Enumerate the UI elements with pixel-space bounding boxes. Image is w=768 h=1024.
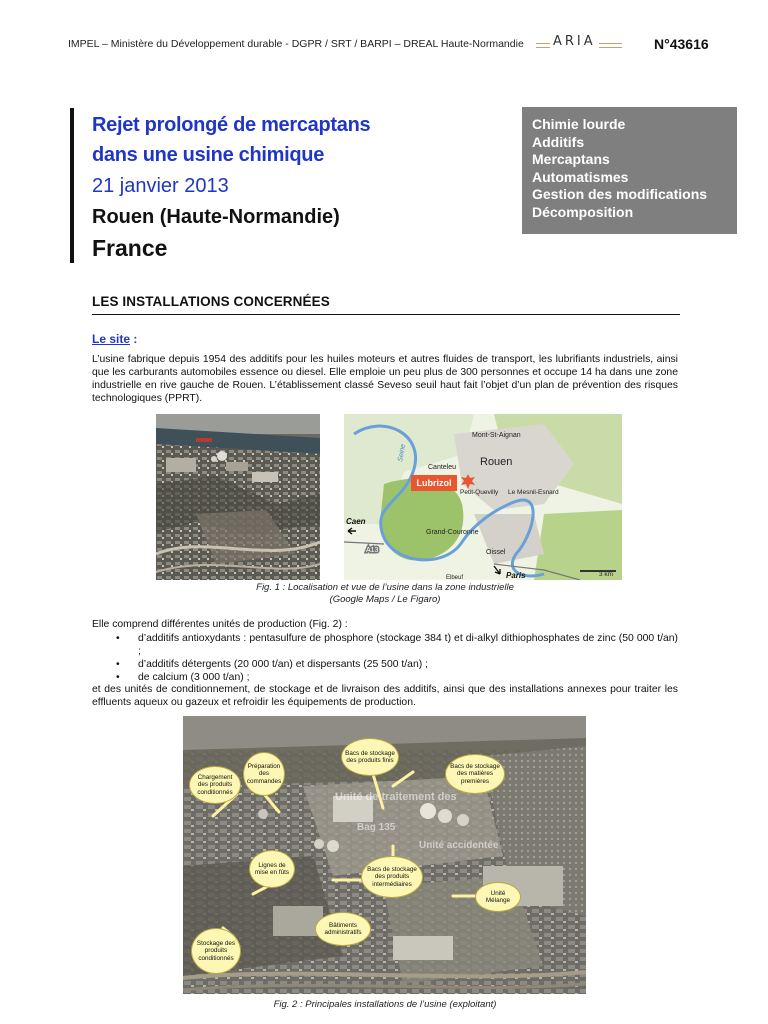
- bubble-melange: Unité Mélange: [475, 882, 521, 912]
- section-divider: [92, 314, 680, 315]
- map-scale-label: 3 km: [599, 571, 614, 578]
- figure2-caption: Fig. 2 : Principales installations de l’usine (exploitant): [273, 999, 497, 1010]
- intro-paragraph: L’usine fabrique depuis 1954 des additifs pour les huiles moteurs et autres fluides de transport, les lubrifiants industriels, ainsi que les carburants automobiles essence ou diesel. Elle emploie un peu plus de 300 personnes et occupe 14 ha dans une zone industrielle en rive gauche de Rouen. L’établissement classé Seveso seuil haut fait l’objet d’un plan de prévention des risques technologiques (PPRT).: [92, 354, 678, 404]
- section-heading: LES INSTALLATIONS CONCERNÉES: [92, 294, 330, 309]
- record-number: N°43616: [654, 36, 709, 52]
- bubble-bacs-intermediaires: Bacs de stockage des produits intermédiaires: [361, 856, 423, 898]
- figure1-caption: Fig. 1 : Localisation et vue de l’usine dans la zone industrielle: [256, 582, 514, 593]
- map-label-petit: Petit-Quevilly: [460, 489, 499, 496]
- incident-country: France: [92, 235, 168, 261]
- keywords-box: [522, 107, 737, 234]
- units-outro: et des unités de conditionnement, de stockage et de livraison des additifs, ainsi que des installations annexes pour traiter les effluents aqueux ou gazeux et refroidir les équipements de production.: [92, 684, 678, 708]
- keyword: Automatismes: [532, 168, 629, 185]
- map-label-rouen: Rouen: [480, 456, 513, 468]
- bubble-stockage: Stockage des produits conditionnés: [191, 928, 241, 974]
- location-map: [344, 414, 622, 580]
- overlay-bag: Bag 135: [357, 822, 396, 833]
- header-source: IMPEL – Ministère du Développement durable - DGPR / SRT / BARPI – DREAL Haute-Normandie: [68, 38, 524, 50]
- map-label-canteleu: Canteleu: [428, 464, 457, 471]
- keyword: Mercaptans: [532, 151, 610, 168]
- bubble-preparation: Préparation des commandes: [243, 752, 285, 796]
- map-label-oissel: Oissel: [486, 549, 506, 556]
- map-label-paris: Paris: [506, 571, 526, 580]
- map-label-mont: Mont-St-Aignan: [472, 432, 521, 439]
- overlay-traitement: Unité de traitement des: [335, 791, 457, 803]
- title-line-2: dans une usine chimique: [92, 144, 325, 166]
- bubble-chargement: Chargement des produits conditionnés: [189, 766, 241, 804]
- bubble-batiments: Bâtiments administratifs: [315, 912, 371, 946]
- title-accent-bar: [70, 108, 74, 263]
- aria-logo: [536, 34, 622, 56]
- title-line-1: Rejet prolongé de mercaptans: [92, 114, 371, 136]
- map-label-grand: Grand-Couronne: [426, 529, 479, 536]
- incident-location: Rouen (Haute-Normandie): [92, 206, 340, 228]
- bubble-lignes: Lignes de mise en fûts: [249, 850, 295, 888]
- map-label-mesnil: Le Mesnil-Esnard: [508, 489, 559, 496]
- map-label-lubrizol: Lubrizol: [416, 478, 452, 488]
- keyword: Gestion des modifications: [532, 186, 708, 203]
- bubble-bacs-finis: Bacs de stockage des produits finis: [341, 738, 399, 776]
- units-intro: Elle comprend différentes unités de production (Fig. 2) :: [92, 619, 348, 630]
- keyword: Décomposition: [532, 203, 634, 220]
- subsection-heading: [92, 332, 137, 346]
- production-units-list: [92, 632, 678, 684]
- logo-text: ARIA: [550, 34, 599, 49]
- figure1-credit: (Google Maps / Le Figaro): [329, 594, 441, 605]
- aerial-photo-site: [156, 414, 320, 580]
- list-item: • d’additifs antioxydants : pentasulfure de phosphore (stockage 384 t) et di-alkyl dithiophosphates de zinc (50 000 t/an) ;: [116, 633, 678, 657]
- list-item: • de calcium (3 000 t/an) ;: [116, 672, 250, 683]
- subsection-colon: :: [130, 332, 138, 346]
- plant-annotated-photo: [183, 716, 586, 994]
- map-label-caen: Caen: [346, 517, 366, 526]
- list-item: • d’additifs détergents (20 000 t/an) et dispersants (25 500 t/an) ;: [116, 659, 428, 670]
- map-label-a13: A13: [366, 547, 379, 554]
- map-label-river: Seine: [397, 443, 408, 463]
- map-label-elbeuf: Elbeuf: [446, 575, 464, 580]
- keyword: Additifs: [532, 133, 585, 150]
- bubble-bacs-matieres: Bacs de stockage des matières premières: [445, 754, 505, 794]
- incident-date: 21 janvier 2013: [92, 175, 229, 197]
- subsection-title: Le site: [92, 332, 131, 346]
- keyword: Chimie lourde: [532, 116, 626, 132]
- overlay-unite: Unité accidentée: [419, 840, 499, 851]
